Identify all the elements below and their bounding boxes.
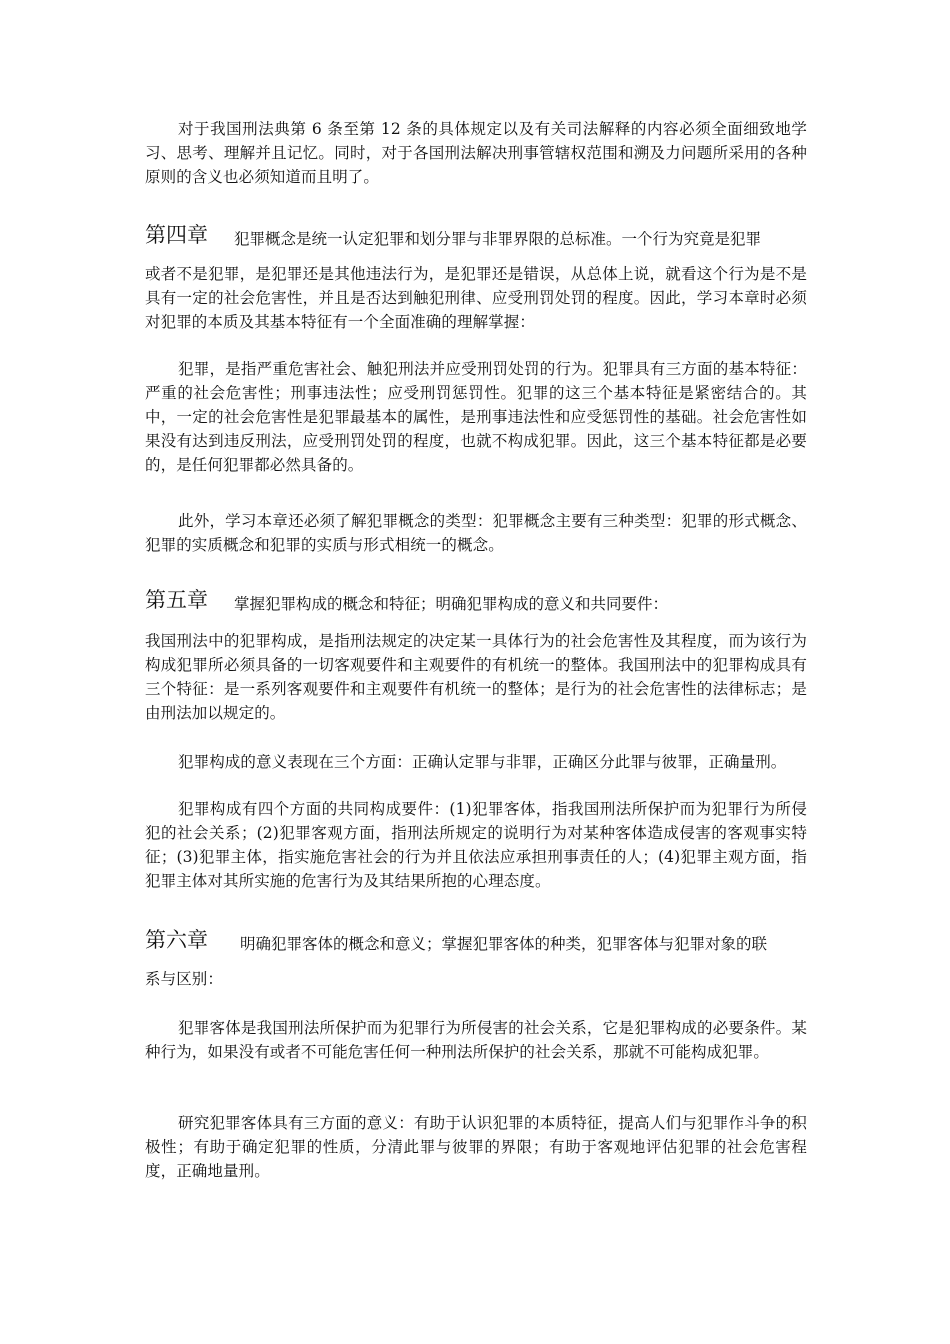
paragraph-text: 我国刑法中的犯罪构成，是指刑法规定的决定某一具体行为的社会危害性及其程度，而为该行为构成犯罪所必须具备的一切客观要件和主观要件的有机统一的整体。我国刑法中的犯罪构成具有三个特征：是一系列客观要件和主观要件有机统一的整体；是行为的社会危害性的法律标志；是由刑法加以规定的。 — [145, 632, 807, 722]
chapter-five-heading — [145, 585, 807, 615]
paragraph-four-elements — [145, 797, 807, 893]
paragraph-crime-definition — [145, 357, 807, 477]
chapter-four-heading — [145, 220, 807, 250]
paragraph-crime-object — [145, 1016, 807, 1064]
paragraph-text: 此外，学习本章还必须了解犯罪概念的类型：犯罪概念主要有三种类型：犯罪的形式概念、犯罪的实质概念和犯罪的实质与形式相统一的概念。 — [145, 512, 807, 554]
chapter-title: 第四章 — [145, 223, 208, 247]
paragraph-text: 或者不是犯罪，是犯罪还是其他违法行为，是犯罪还是错误，从总体上说，就看这个行为是不是具有一定的社会危害性，并且是否达到触犯刑律、应受刑罚处罚的程度。因此，学习本章时必须对犯罪的本质及其基本特征有一个全面准确的理解掌握： — [145, 265, 807, 331]
paragraph-jurisdiction — [145, 117, 807, 189]
paragraph-text: 对于我国刑法典第 6 条至第 12 条的具体规定以及有关司法解释的内容必须全面细致地学习、思考、理解并且记忆。同时，对于各国刑法解决刑事管辖权范围和溯及力问题所采用的各种原则的含义也必须知道而且明了。 — [145, 120, 807, 186]
chapter-intro: 犯罪概念是统一认定犯罪和划分罪与非罪界限的总标准。一个行为究竟是犯罪 — [234, 230, 762, 248]
paragraph-text: 研究犯罪客体具有三方面的意义：有助于认识犯罪的本质特征，提高人们与犯罪作斗争的积极性；有助于确定犯罪的性质，分清此罪与彼罪的界限；有助于客观地评估犯罪的社会危害程度，正确地量刑。 — [145, 1114, 807, 1180]
paragraph-text: 犯罪客体是我国刑法所保护而为犯罪行为所侵害的社会关系，它是犯罪构成的必要条件。某种行为，如果没有或者不可能危害任何一种刑法所保护的社会关系，那就不可能构成犯罪。 — [145, 1019, 807, 1061]
paragraph-text: 系与区别： — [145, 970, 224, 988]
chapter-title: 第六章 — [145, 928, 208, 952]
chapter-six-heading — [145, 925, 807, 955]
paragraph-crime-object-significance — [145, 1111, 807, 1183]
paragraph-constitution-meaning — [145, 750, 807, 774]
chapter-intro: 明确犯罪客体的概念和意义；掌握犯罪客体的种类，犯罪客体与犯罪对象的联 — [240, 935, 768, 953]
paragraph-text: 犯罪构成有四个方面的共同构成要件：(1)犯罪客体，指我国刑法所保护而为犯罪行为所侵犯的社会关系；(2)犯罪客观方面，指刑法所规定的说明行为对某种客体造成侵害的客观事实特征；(3)犯罪主体，指实施危害社会的行为并且依法应承担刑事责任的人；(4)犯罪主观方面，指犯罪主体对其所实施的危害行为及其结果所抱的心理态度。 — [145, 800, 807, 890]
chapter-intro: 掌握犯罪构成的概念和特征；明确犯罪构成的意义和共同要件： — [234, 595, 669, 613]
chapter-six-continuation — [145, 967, 807, 991]
paragraph-text: 犯罪，是指严重危害社会、触犯刑法并应受刑罚处罚的行为。犯罪具有三方面的基本特征：严重的社会危害性；刑事违法性；应受刑罚惩罚性。犯罪的这三个基本特征是紧密结合的。其中，一定的社会危害性是犯罪最基本的属性，是刑事违法性和应受惩罚性的基础。社会危害性如果没有达到违反刑法，应受刑罚处罚的程度，也就不构成犯罪。因此，这三个基本特征都是必要的，是任何犯罪都必然具备的。 — [145, 360, 807, 474]
chapter-four-continuation — [145, 262, 807, 334]
chapter-title: 第五章 — [145, 588, 208, 612]
paragraph-crime-concept-types — [145, 509, 807, 557]
chapter-five-continuation — [145, 629, 807, 725]
paragraph-text: 犯罪构成的意义表现在三个方面：正确认定罪与非罪，正确区分此罪与彼罪，正确量刑。 — [178, 753, 787, 771]
